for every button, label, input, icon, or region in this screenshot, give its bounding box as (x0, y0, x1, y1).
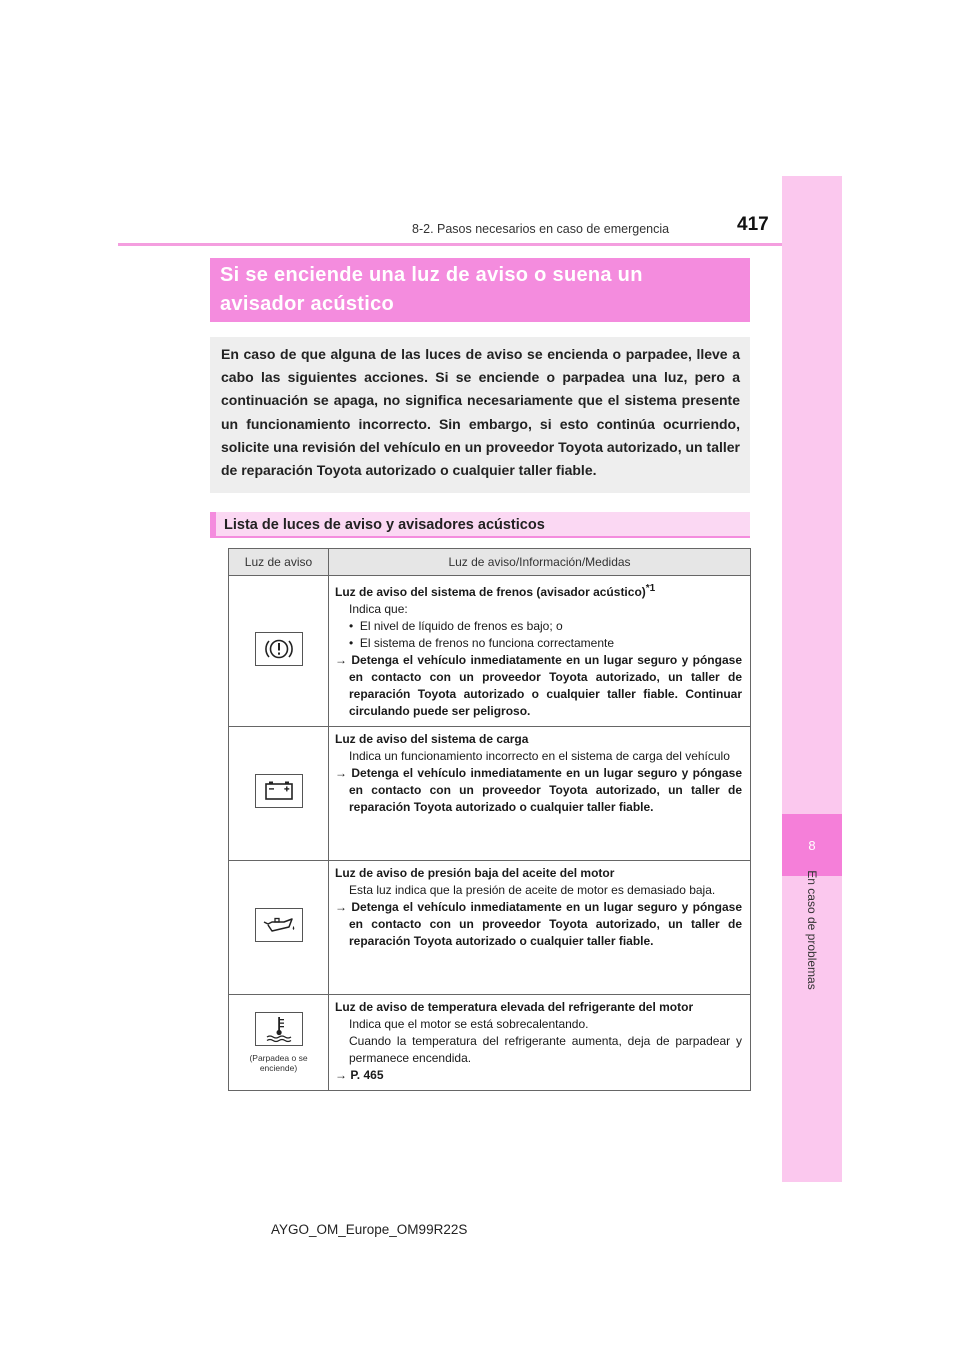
arrow-icon: → (335, 766, 347, 780)
row-title: Luz de aviso de temperatura elevada del refrigerante del motor (335, 1000, 694, 1014)
row-text: Indica un funcionamiento incorrecto en el sistema de carga del vehículo (349, 749, 730, 763)
section-title-line-1: Si se enciende una luz de aviso o suena un (220, 264, 643, 286)
row-text: Esta luz indica que la presión de aceite de motor es demasiado baja. (349, 883, 716, 897)
footnote-marker: *1 (645, 583, 656, 594)
chapter-label: En caso de problemas (805, 870, 819, 990)
coolant-temperature-icon (255, 1012, 303, 1046)
description-cell (329, 995, 751, 1091)
chapter-number-tab (782, 814, 842, 876)
row-text: Indica que el motor se está sobrecalentando. (349, 1017, 589, 1031)
description-cell (329, 727, 751, 861)
row-action: → Detenga el vehículo inmediatamente en un lugar seguro y póngase en contacto con un proveedor Toyota autorizado, un taller de reparación Toyota autorizado o cualquier taller fiable. (335, 766, 742, 814)
section-reference: 8-2. Pasos necesarios en caso de emergencia (412, 222, 670, 236)
row-indicates: Indica que: (349, 602, 408, 616)
row-text-2: Cuando la temperatura del refrigerante aumenta, deja de parpadear y permanece encendida. (349, 1034, 742, 1065)
header-divider (118, 243, 782, 246)
bullet-item: • El nivel de líquido de frenos es bajo; o (349, 619, 563, 633)
icon-cell (229, 576, 329, 727)
chapter-number: 8 (808, 837, 816, 853)
row-action: → Detenga el vehículo inmediatamente en un lugar seguro y póngase en contacto con un proveedor Toyota autorizado, un taller de reparación Toyota autorizado o cualquier taller fiable. (335, 900, 742, 948)
row-action: → Detenga el vehículo inmediatamente en un lugar seguro y póngase en contacto con un proveedor Toyota autorizado, un taller de reparación Toyota autorizado o cualquier taller fiable. Continuar circulando puede ser peligroso. (335, 653, 742, 718)
arrow-icon: → (335, 1068, 347, 1082)
arrow-icon: → (335, 900, 347, 914)
page-reference: → P. 465 (335, 1068, 384, 1082)
arrow-icon: → (335, 653, 347, 667)
icon-cell (229, 727, 329, 861)
page-number: 417 (737, 214, 769, 235)
icon-cell (229, 995, 329, 1091)
row-title: Luz de aviso de presión baja del aceite del motor (335, 866, 615, 880)
intro-paragraph: En caso de que alguna de las luces de aviso se encienda o parpadee, lleve a cabo las siguientes acciones. Si se enciende o parpadea una luz, pero a continuación se apaga, no significa necesariamente que el sistema presente un funcionamiento incorrecto. Sin embargo, si esto continúa ocurriendo, solicite una revisión del vehículo en un proveedor Toyota autorizado, un taller de reparación Toyota autorizado o cualquier taller fiable. (210, 337, 750, 493)
table-row (229, 861, 751, 995)
oil-pressure-icon (255, 908, 303, 942)
row-title: Luz de aviso del sistema de carga (335, 732, 529, 746)
footer-doc-id: AYGO_OM_Europe_OM99R22S (271, 1222, 468, 1237)
table-header-row (229, 549, 751, 576)
section-title-line-2: avisador acústico (220, 293, 395, 315)
brake-warning-icon (255, 632, 303, 666)
warning-lights-table (228, 548, 751, 1091)
description-cell (329, 861, 751, 995)
table-row (229, 995, 751, 1091)
bullet-item: • El sistema de frenos no funciona correctamente (349, 636, 615, 650)
icon-cell (229, 861, 329, 995)
table-row (229, 576, 751, 727)
icon-note: (Parpadea o se enciende) (249, 1053, 308, 1073)
description-cell (329, 576, 751, 727)
column-header-info: Luz de aviso/Información/Medidas (329, 549, 751, 576)
section-title (210, 258, 750, 322)
chapter-side-tab (782, 176, 842, 1182)
battery-icon (255, 774, 303, 808)
row-title: Luz de aviso del sistema de frenos (avisador acústico)$^{*1}$ (335, 583, 656, 599)
table-row (229, 727, 751, 861)
column-header-light: Luz de aviso (229, 549, 329, 576)
subsection-title: Lista de luces de aviso y avisadores acústicos (210, 512, 750, 538)
